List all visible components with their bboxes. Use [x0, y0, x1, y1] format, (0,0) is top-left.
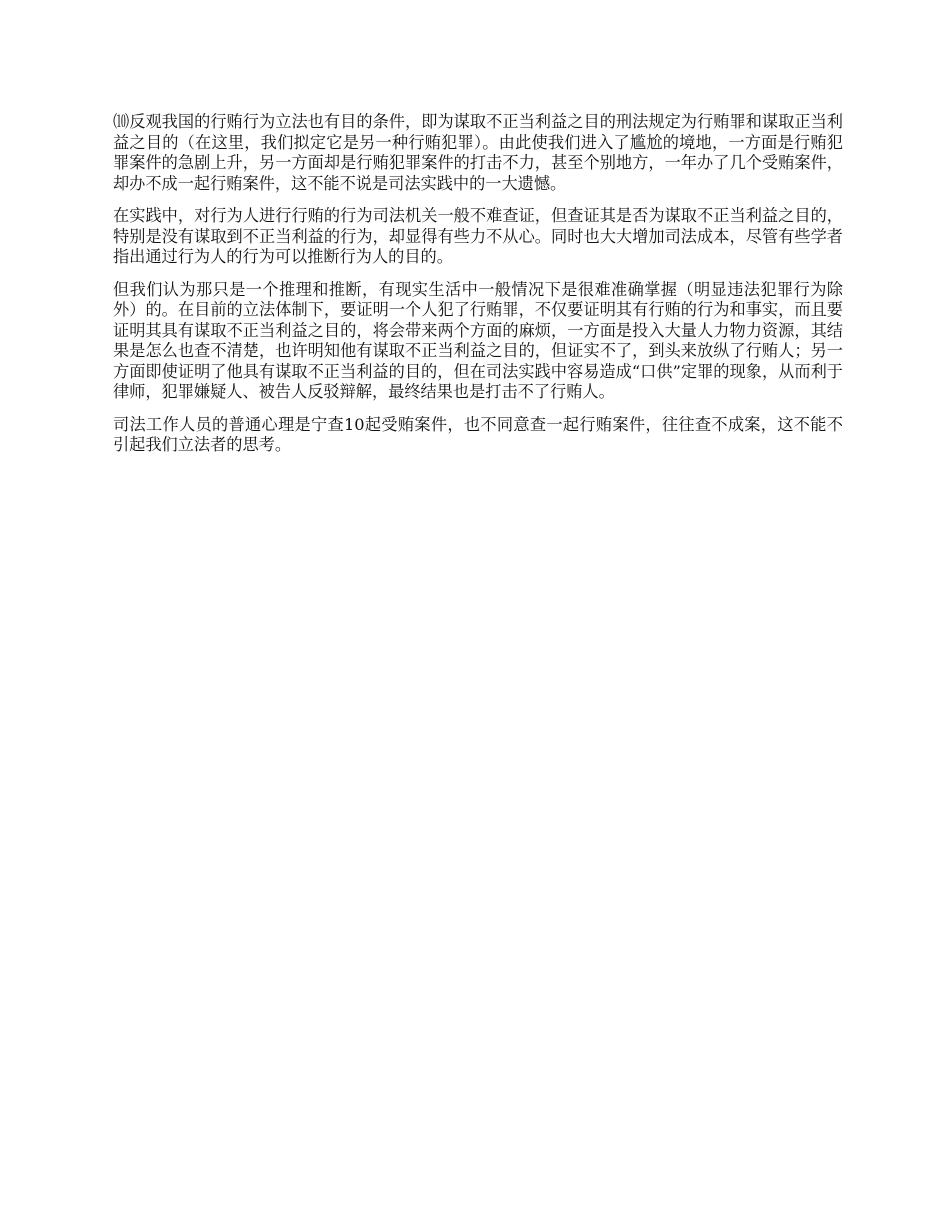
paragraph-2: 在实践中，对行为人进行行贿的行为司法机关一般不难查证，但查证其是否为谋取不正当利益之目的，特别是没有谋取到不正当利益的行为，却显得有些力不从心。同时也大大增加司法成本，尽管有些学者指出通过行为人的行为可以推断行为人的目的。 [113, 206, 843, 266]
paragraph-4: 司法工作人员的普通心理是宁查10起受贿案件，也不同意查一起行贿案件，往往查不成案，这不能不引起我们立法者的思考。 [113, 414, 843, 454]
document-body [113, 112, 843, 468]
paragraph-3: 但我们认为那只是一个推理和推断，有现实生活中一般情况下是很难准确掌握（明显违法犯罪行为除外）的。在目前的立法体制下，要证明一个人犯了行贿罪，不仅要证明其有行贿的行为和事实，而且要证明其具有谋取不正当利益之目的，将会带来两个方面的麻烦，一方面是投入大量人力物力资源，其结果是怎么也查不清楚，也许明知他有谋取不正当利益之目的，但证实不了，到头来放纵了行贿人；另一方面即使证明了他具有谋取不正当利益的目的，但在司法实践中容易造成“口供”定罪的现象，从而利于律师，犯罪嫌疑人、被告人反驳辩解，最终结果也是打击不了行贿人。 [113, 279, 843, 401]
paragraph-1: ⑽反观我国的行贿行为立法也有目的条件，即为谋取不正当利益之目的刑法规定为行贿罪和谋取正当利益之目的（在这里，我们拟定它是另一种行贿犯罪）。由此使我们进入了尴尬的境地，一方面是行贿犯罪案件的急剧上升，另一方面却是行贿犯罪案件的打击不力，甚至个别地方，一年办了几个受贿案件，却办不成一起行贿案件，这不能不说是司法实践中的一大遗憾。 [113, 112, 843, 193]
